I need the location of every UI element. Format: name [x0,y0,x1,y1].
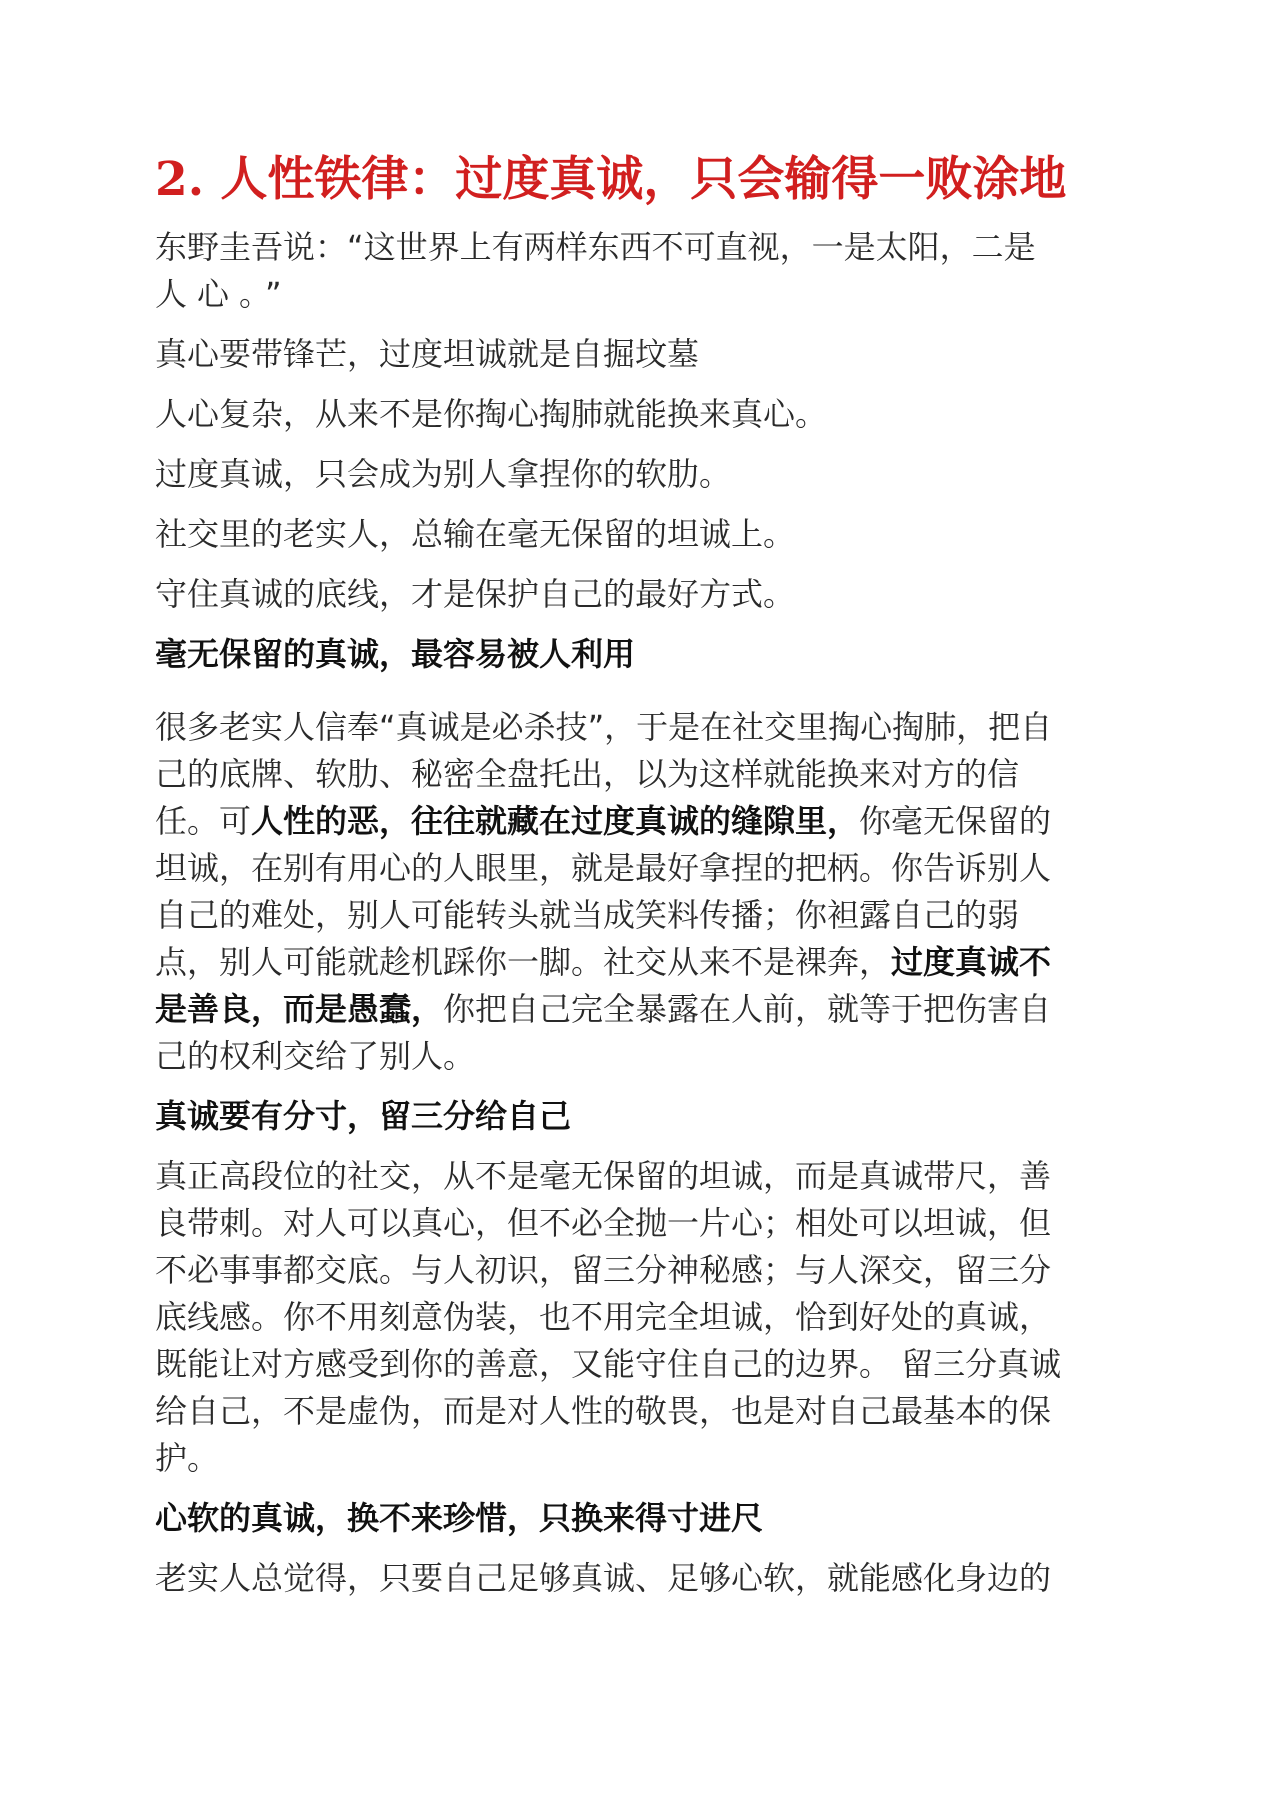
emphasis-text: 过度真诚不 [891,943,1052,981]
paragraph-line [155,798,1115,845]
paragraph-line [155,986,1115,1033]
statement: 人心复杂，从来不是你掏心掏肺就能换来真心。 [155,395,828,433]
paragraph-line: 自己的难处，别人可能转头就当成笑料传播；你袒露自己的弱 [155,896,1020,934]
text-run: 你把自己完全暴露在人前，就等于把伤害自 [443,990,1052,1028]
paragraph-line: 既能让对方感受到你的善意，又能守住自己的边界。 留三分真诚 [155,1345,1062,1383]
statement: 过度真诚，只会成为别人拿捏你的软肋。 [155,455,732,493]
text-run: 点，别人可能就趁机踩你一脚。社交从来不是裸奔， [155,943,892,981]
statement: 社交里的老实人，总输在毫无保留的坦诚上。 [155,515,796,553]
paragraph-line: 良带刺。对人可以真心，但不必全抛一片心；相处可以坦诚，但 [155,1204,1052,1242]
intro-quote [155,224,1115,318]
paragraph-line: 很多老实人信奉“真诚是必杀技”，于是在社交里掏心掏肺，把自 [155,708,1053,746]
section-heading: 心软的真诚，换不来珍惜，只换来得寸进尺 [155,1499,764,1537]
section-paragraph [155,704,1115,1080]
text-run: 任。可 [155,802,252,840]
emphasis-text: 是善良，而是愚蠢， [155,990,444,1028]
intro-line: 东野圭吾说：“这世界上有两样东西不可直视，一是太阳，二是 [155,228,1036,266]
paragraph-line: 不必事事都交底。与人初识，留三分神秘感；与人深交，留三分 [155,1251,1052,1289]
paragraph-line: 老实人总觉得，只要自己足够真诚、足够心软，就能感化身边的 [155,1559,1052,1597]
statement: 真心要带锋芒，过度坦诚就是自掘坟墓 [155,335,700,373]
text-run: 你毫无保留的 [859,802,1052,840]
article [155,150,1115,1602]
section-paragraph [155,1555,1115,1602]
section-paragraph [155,1153,1115,1482]
emphasis-text: 人性的恶，往往就藏在过度真诚的缝隙里， [251,802,860,840]
section-heading: 毫无保留的真诚，最容易被人利用 [155,635,636,673]
paragraph-line [155,939,1115,986]
paragraph-line: 己的权利交给了别人。 [155,1037,476,1075]
paragraph-line: 底线感。你不用刻意伪装，也不用完全坦诚，恰到好处的真诚， [155,1298,1052,1336]
intro-line: 人心。” [155,275,292,313]
section-heading: 真诚要有分寸，留三分给自己 [155,1097,572,1135]
paragraph-line: 给自己，不是虚伪，而是对人性的敬畏，也是对自己最基本的保 [155,1392,1052,1430]
paragraph-line: 己的底牌、软肋、秘密全盘托出，以为这样就能换来对方的信 [155,755,1020,793]
statement: 守住真诚的底线，才是保护自己的最好方式。 [155,575,796,613]
page-title: 2. 人性铁律：过度真诚，只会输得一败涂地 [155,152,1067,207]
paragraph-line: 真正高段位的社交，从不是毫无保留的坦诚，而是真诚带尺，善 [155,1157,1052,1195]
paragraph-line: 护。 [155,1439,220,1477]
paragraph-line: 坦诚，在别有用心的人眼里，就是最好拿捏的把柄。你告诉别人 [155,849,1052,887]
